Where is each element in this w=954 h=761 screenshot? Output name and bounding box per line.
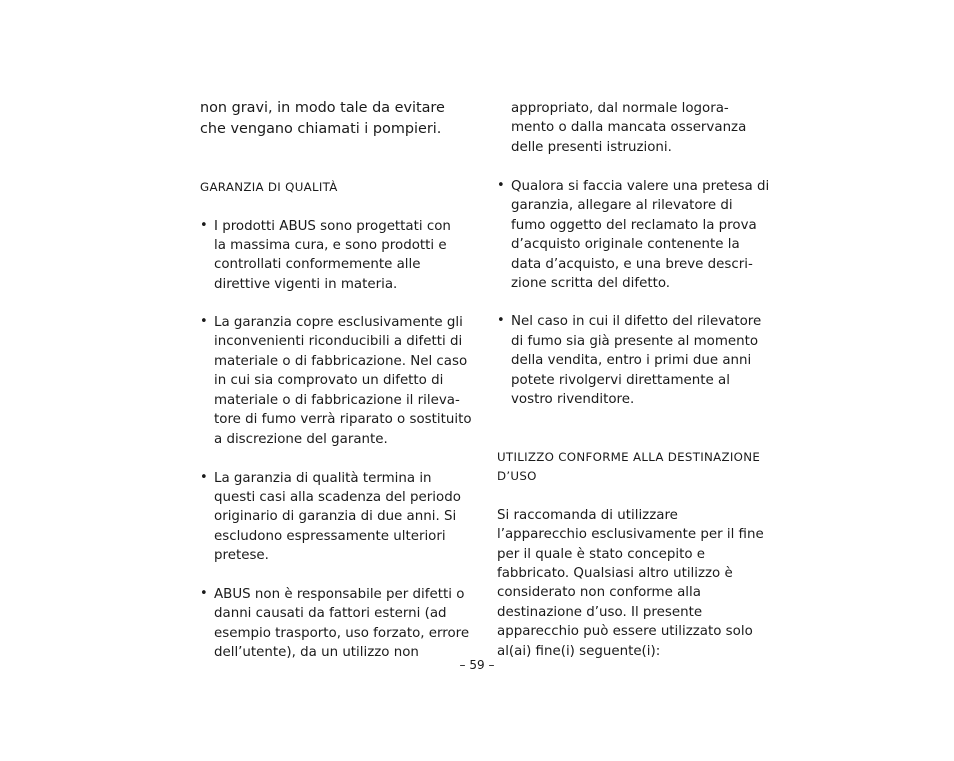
bullet-line: Qualora si faccia valere una pretesa di	[511, 179, 770, 194]
bullet-line: zione scritta del difetto.	[511, 276, 671, 291]
bullet-line: esempio trasporto, uso forzato, errore	[214, 626, 470, 641]
paragraph-line: Si raccomanda di utilizzare	[497, 508, 678, 523]
bullet-line: La garanzia di qualità termina in	[214, 471, 432, 486]
bullet-line: inconvenienti riconducibili a difetti di	[214, 334, 463, 349]
continuation-line: appropriato, dal normale logora-	[511, 101, 729, 116]
bullet-line: danni causati da fattori esterni (ad	[214, 606, 447, 621]
bullet-line: dell’utente), da un utilizzo non	[214, 645, 419, 660]
bullet-line: garanzia, allegare al rilevatore di	[511, 198, 733, 213]
section-heading-intended-use: UTILIZZO CONFORME ALLA DESTINAZIONE	[497, 450, 761, 464]
bullet-marker: •	[497, 178, 505, 193]
bullet-line: I prodotti ABUS sono progettati con	[214, 219, 451, 234]
paragraph-line: considerato non conforme alla	[497, 585, 701, 600]
section-heading-warranty: GARANZIA DI QUALITÀ	[200, 180, 338, 194]
bullet-line: d’acquisto originale contenente la	[511, 237, 740, 252]
bullet-line: di fumo sia già presente al momento	[511, 334, 759, 349]
continuation-line: mento o dalla mancata osservanza	[511, 120, 747, 135]
bullet-line: ABUS non è responsabile per difetti o	[214, 587, 465, 602]
paragraph-line: destinazione d’uso. Il presente	[497, 605, 703, 620]
bullet-marker: •	[200, 470, 208, 485]
intro-line: non gravi, in modo tale da evitare	[200, 100, 445, 116]
bullet-line: materiale o di fabbricazione. Nel caso	[214, 354, 468, 369]
bullet-line: potete rivolgervi direttamente al	[511, 373, 730, 388]
bullet-marker: •	[497, 313, 505, 328]
continuation-line: delle presenti istruzioni.	[511, 140, 672, 155]
bullet-line: materiale o di fabbricazione il rileva-	[214, 393, 460, 408]
bullet-marker: •	[200, 218, 208, 233]
bullet-line: escludono espressamente ulteriori	[214, 529, 446, 544]
bullet-marker: •	[200, 586, 208, 601]
bullet-line: data d’acquisto, e una breve descri-	[511, 257, 753, 272]
bullet-line: la massima cura, e sono prodotti e	[214, 238, 447, 253]
bullet-line: a discrezione del garante.	[214, 432, 388, 447]
bullet-line: fumo oggetto del reclamato la prova	[511, 218, 757, 233]
bullet-line: questi casi alla scadenza del periodo	[214, 490, 461, 505]
bullet-line: in cui sia comprovato un difetto di	[214, 373, 444, 388]
bullet-line: La garanzia copre esclusivamente gli	[214, 315, 463, 330]
bullet-line: direttive vigenti in materia.	[214, 277, 398, 292]
bullet-line: tore di fumo verrà riparato o sostituito	[214, 412, 472, 427]
bullet-line: pretese.	[214, 548, 269, 563]
paragraph-line: al(ai) fine(i) seguente(i):	[497, 644, 661, 659]
section-heading-intended-use: D’USO	[497, 469, 537, 483]
paragraph-line: apparecchio può essere utilizzato solo	[497, 624, 753, 639]
bullet-line: controllati conformemente alle	[214, 257, 421, 272]
bullet-line: vostro rivenditore.	[511, 392, 635, 407]
bullet-marker: •	[200, 314, 208, 329]
paragraph-line: fabbricato. Qualsiasi altro utilizzo è	[497, 566, 733, 581]
intro-line: che vengano chiamati i pompieri.	[200, 121, 442, 137]
bullet-line: della vendita, entro i primi due anni	[511, 353, 752, 368]
paragraph-line: l’apparecchio esclusivamente per il fine	[497, 527, 764, 542]
paragraph-line: per il quale è stato concepito e	[497, 547, 706, 562]
bullet-line: Nel caso in cui il difetto del rilevatore	[511, 314, 762, 329]
bullet-line: originario di garanzia di due anni. Si	[214, 509, 457, 524]
page-number: – 59 –	[459, 658, 495, 672]
